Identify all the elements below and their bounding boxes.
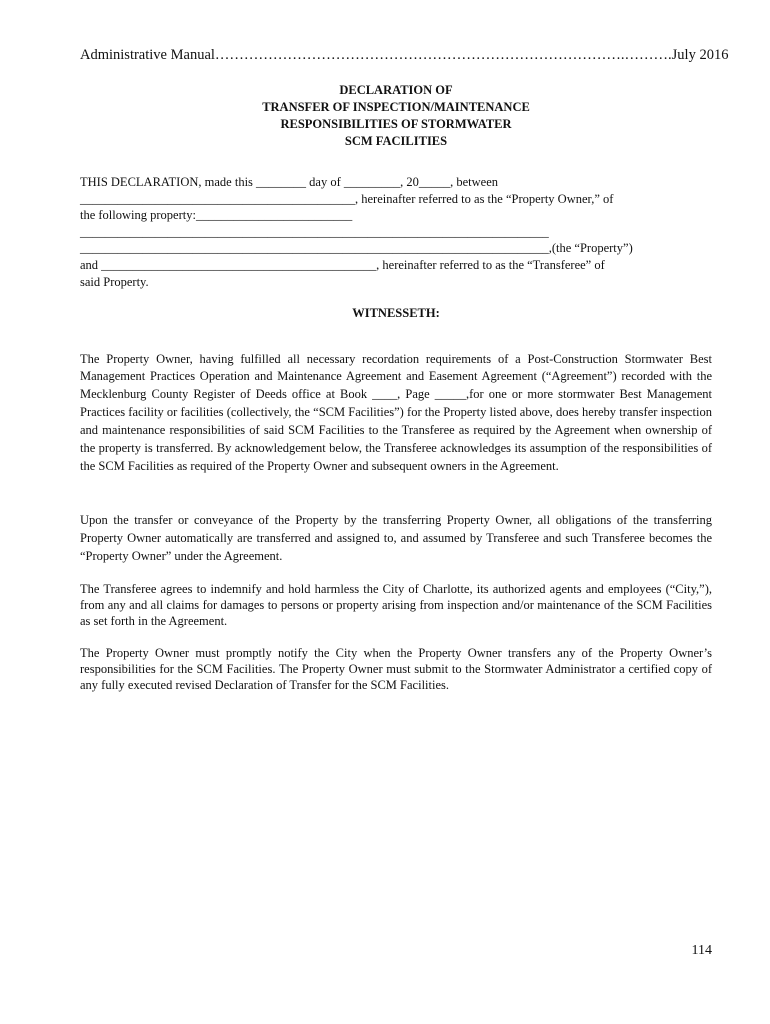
title-line-1: DECLARATION OF (339, 83, 453, 97)
declaration-line-1: THIS DECLARATION, made this ________ day of _________, 20_____, between (80, 175, 499, 189)
header-right: July 2016 (671, 47, 729, 63)
page-number: 114 (691, 943, 712, 958)
declaration-line-4: ___________________________________________________________________________ (80, 224, 549, 239)
declaration-line-2: ____________________________________________, hereinafter referred to as the “Property Owner,” of (80, 191, 614, 206)
declaration-line-3: the following property:_________________________ (80, 208, 353, 223)
declaration-line-7: said Property. (80, 274, 149, 289)
paragraph-indemnify: The Transferee agrees to indemnify and hold harmless the City of Charlotte, its authorized agents and employees (“City,”), from any and all claims for damages to persons or property arising from inspection and/or maintenance of the SCM Facilities as set forth in the Agreement. (80, 581, 712, 629)
header-left: Administrative Manual (80, 47, 215, 63)
title-line-2: TRANSFER OF INSPECTION/MAINTENANCE (262, 100, 530, 114)
header-leader: ………………………………………………………………………….………. (214, 47, 672, 63)
title-line-3: RESPONSIBILITIES OF STORMWATER (280, 117, 512, 131)
paragraph-conveyance: Upon the transfer or conveyance of the Property by the transferring Property Owner, all obligations of the transferring Property Owner automatically are transferred and assigned to, and assumed by Transferee and such Transferee becomes the “Property Owner” under the Agreement. (80, 512, 712, 564)
declaration-block (80, 174, 712, 290)
declaration-line-6: and ____________________________________________, hereinafter referred to as the “Transferee” of (80, 257, 605, 272)
witnesseth-heading: WITNESSETH: (352, 306, 440, 320)
document-title (80, 82, 712, 150)
running-header (80, 46, 729, 64)
title-line-4: SCM FACILITIES (344, 134, 448, 148)
declaration-line-5: ___________________________________________________________________________,(the “Property”) (80, 241, 633, 256)
paragraph-notify-city: The Property Owner must promptly notify the City when the Property Owner transfers any of the Property Owner’s responsibilities for the SCM Facilities. The Property Owner must submit to the Stormwater Administrator a certified copy of any fully executed revised Declaration of Transfer for the SCM Facilities. (80, 645, 712, 693)
paragraph-agreement-transfer: The Property Owner, having fulfilled all necessary recordation requirements of a Post-Construction Stormwater Best Management Practices Operation and Maintenance Agreement and Easement Agreement (“Agreement”) recorded with the Mecklenburg County Register of Deeds office at Book ____, Page _____,for one or more stormwater Best Management Practices facility or facilities (collectively, the “SCM Facilities”) for the Property listed above, does hereby transfer inspection and maintenance responsibilities of said SCM Facilities to the Transferee as required by the Agreement when ownership of the property is transferred. By acknowledgement below, the Transferee acknowledges its assumption of the responsibilities of the SCM Facilities as required of the Property Owner and subsequent owners in the Agreement. (80, 351, 712, 473)
